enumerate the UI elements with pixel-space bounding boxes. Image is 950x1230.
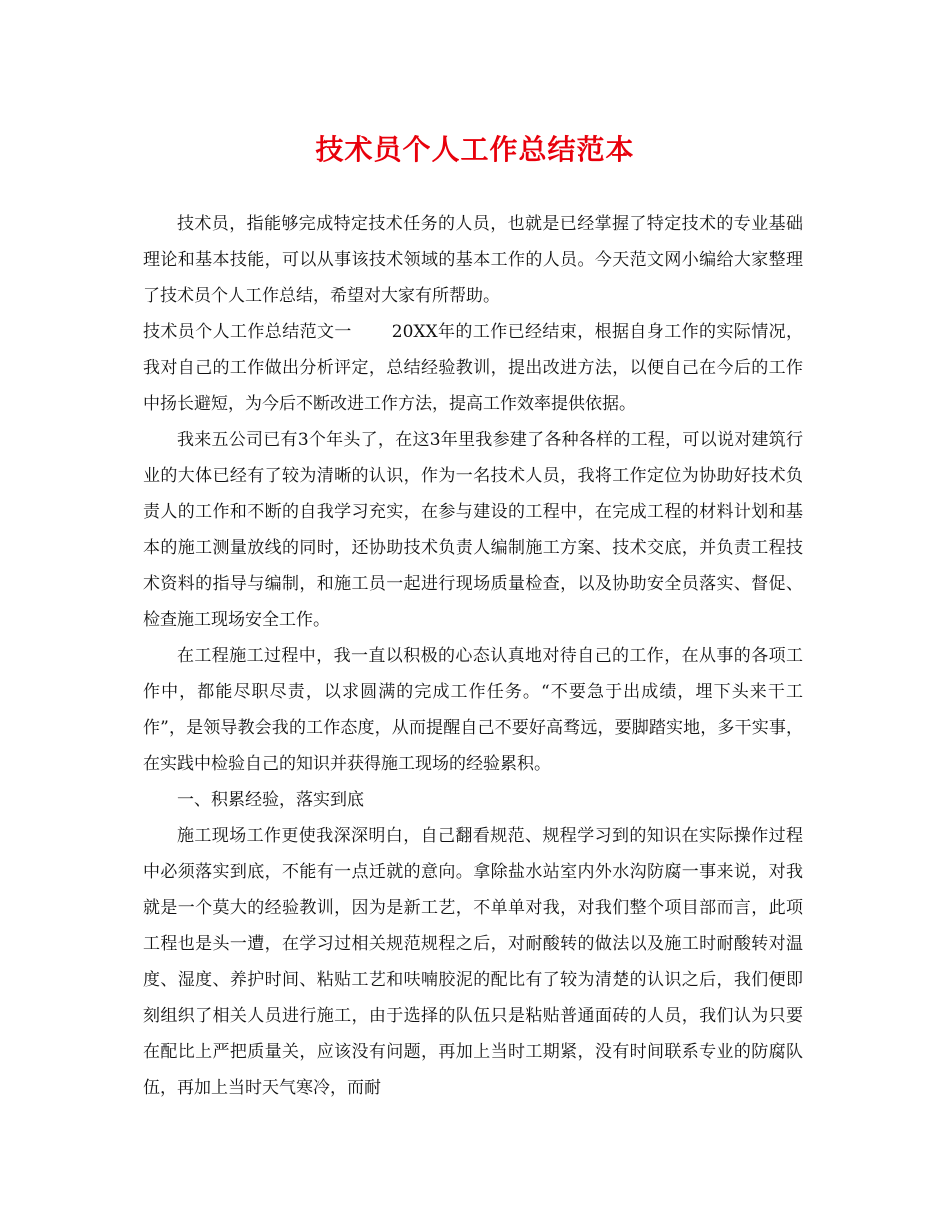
- document-title: 技术员个人工作总结范本: [315, 133, 635, 166]
- section-paragraph: [143, 314, 803, 422]
- paragraph-1: 我来五公司已有3个年头了，在这3年里我参建了各种各样的工程，可以说对建筑行业的大体已经有了较为清晰的认识，作为一名技术人员，我将工作定位为协助好技术负责人的工作和不断的自我学习充实，在参与建设的工程中，在完成工程的材料计划和基本的施工测量放线的同时，还协助技术负责人编制施工方案、技术交底，并负责工程技术资料的指导与编制，和施工员一起进行现场质量检查，以及协助安全员落实、督促、检查施工现场安全工作。: [143, 430, 803, 630]
- section-text: 20XX年的工作已经结束，根据自身工作的实际情况，我对自己的工作做出分析评定，总结经验教训，提出改进方法，以便自己在今后的工作中扬长避短，为今后不断改进工作方法，提高工作效率提供依据。: [143, 322, 804, 414]
- paragraph-2: 在工程施工过程中，我一直以积极的心态认真地对待自己的工作，在从事的各项工作中，都能尽职尽责，以求圆满的完成工作任务。“不要急于出成绩，埋下头来干工作”，是领导教会我的工作态度，从而提醒自己不要好高骛远，要脚踏实地，多干实事，在实践中检验自己的知识并获得施工现场的经验累积。: [143, 646, 803, 774]
- paragraph-3: 施工现场工作更使我深深明白，自己翻看规范、规程学习到的知识在实际操作过程中必须落实到底，不能有一点迁就的意向。拿除盐水站室内外水沟防腐一事来说，对我就是一个莫大的经验教训，因为是新工艺，不单单对我，对我们整个项目部而言，此项工程也是头一遭，在学习过相关规范规程之后，对耐酸转的做法以及施工时耐酸转对温度、湿度、养护时间、粘贴工艺和呋喃胶泥的配比有了较为清楚的认识之后，我们便即刻组织了相关人员进行施工，由于选择的队伍只是粘贴普通面砖的人员，我们认为只要在配比上严把质量关，应该没有问题，再加上当时工期紧，没有时间联系专业的防腐队伍，再加上当时天气寒冷，而耐: [143, 826, 803, 1098]
- subheading-1: 一、积累经验，落实到底: [177, 790, 364, 810]
- intro-paragraph: 技术员，指能够完成特定技术任务的人员，也就是已经掌握了特定技术的专业基础理论和基本技能，可以从事该技术领域的基本工作的人员。今天范文网小编给大家整理了技术员个人工作总结，希望对大家有所帮助。: [143, 214, 803, 306]
- section-heading: 技术员个人工作总结范文一: [143, 322, 352, 342]
- document-body: [143, 206, 803, 1106]
